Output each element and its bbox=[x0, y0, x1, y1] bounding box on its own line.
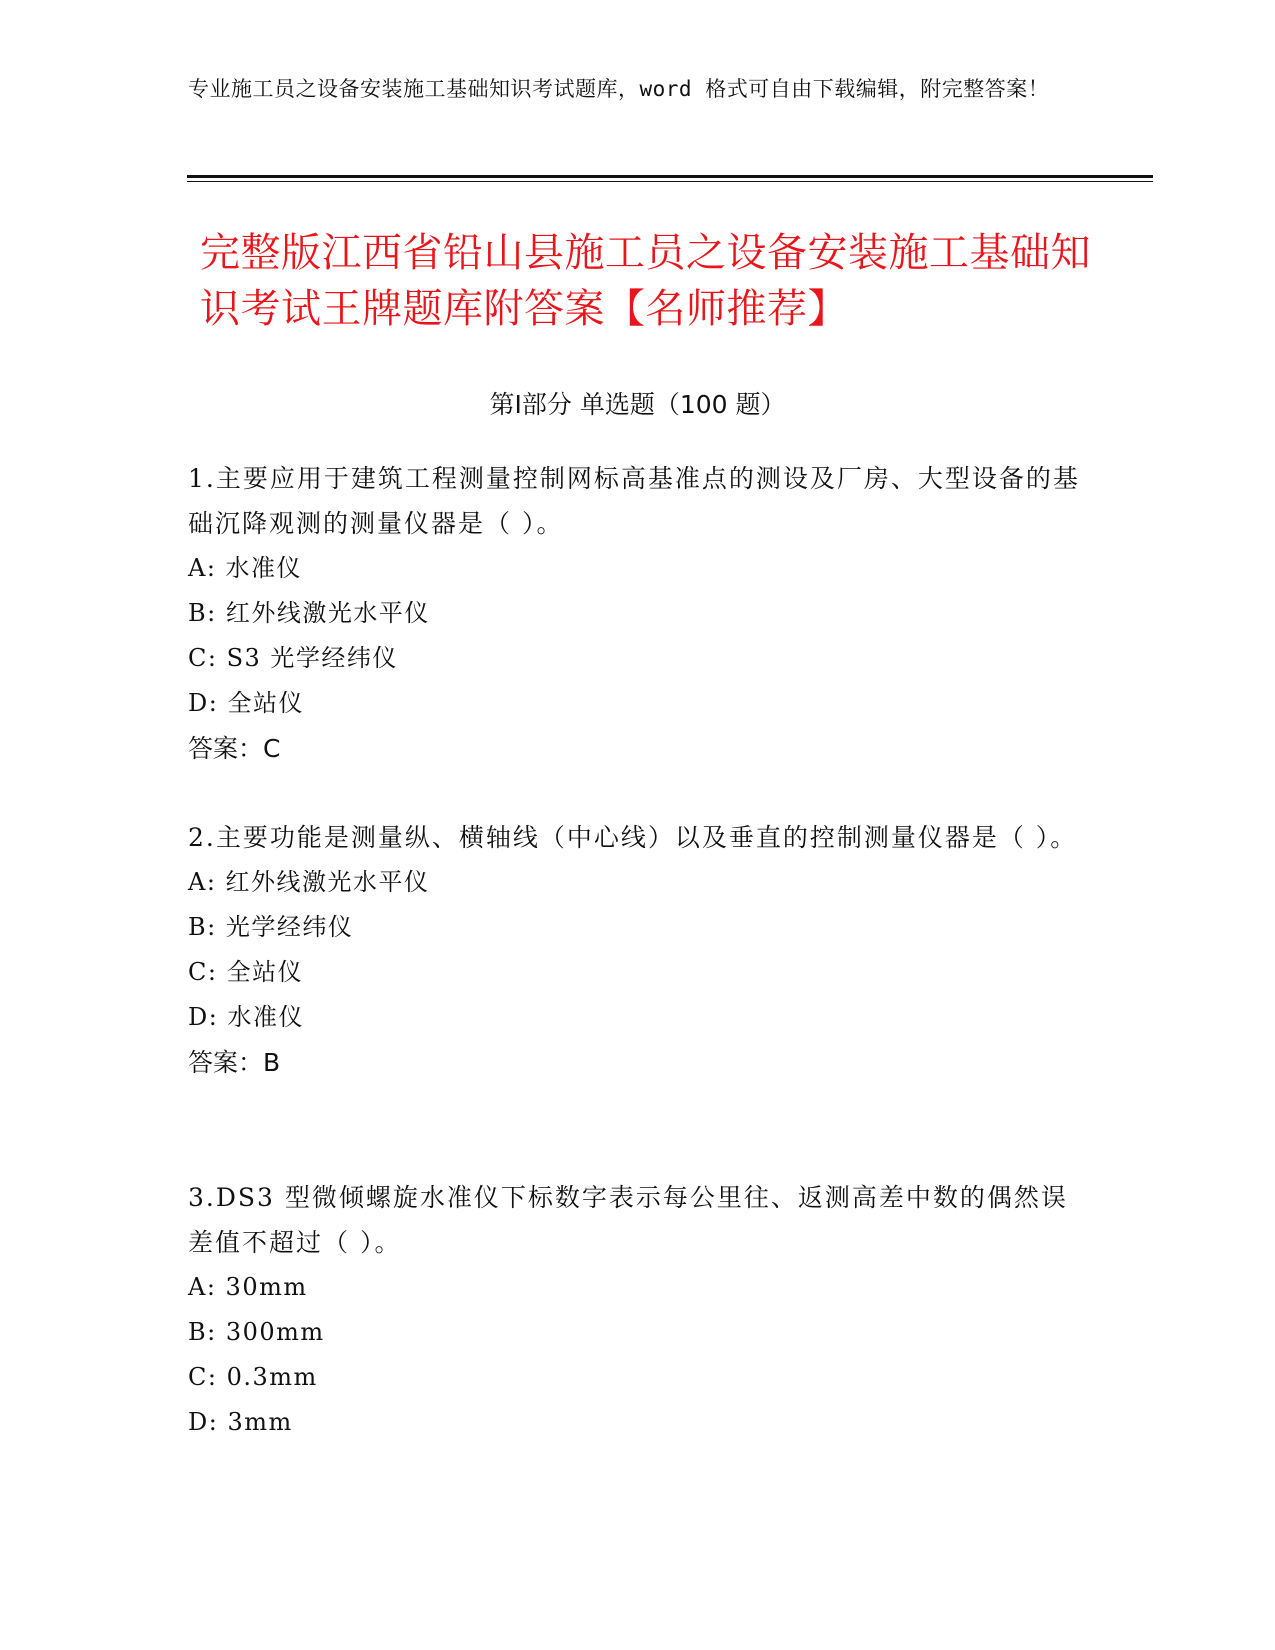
question-stem: 2.主要功能是测量纵、横轴线（中心线）以及垂直的控制测量仪器是（ ）。 bbox=[188, 823, 1078, 852]
option-c: C: S3 光学经纬仪 bbox=[188, 644, 398, 672]
answer: 答案：C bbox=[188, 734, 281, 763]
question-stem: 1.主要应用于建筑工程测量控制网标高基准点的测设及厂房、大型设备的基础沉降观测的测量仪器是（ ）。 bbox=[188, 464, 1080, 538]
option-b: B: 300mm bbox=[188, 1318, 325, 1346]
option-c: C: 全站仪 bbox=[188, 958, 304, 986]
header-divider-thin bbox=[187, 181, 1153, 182]
document-title: 完整版江西省铅山县施工员之设备安装施工基础知识考试王牌题库附答案【名师推荐】 bbox=[200, 230, 1091, 332]
question-1 bbox=[188, 456, 1088, 771]
option-a: A: 水准仪 bbox=[188, 554, 303, 582]
answer: 答案：B bbox=[188, 1048, 281, 1077]
option-b: B: 红外线激光水平仪 bbox=[188, 599, 430, 627]
header-note: 专业施工员之设备安装施工基础知识考试题库，word 格式可自由下载编辑，附完整答案！ bbox=[188, 77, 1050, 101]
option-a: A: 红外线激光水平仪 bbox=[188, 868, 430, 896]
section-title: 第Ⅰ部分 单选题（100 题） bbox=[489, 390, 786, 419]
question-stem: 3.DS3 型微倾螺旋水准仪下标数字表示每公里往、返测高差中数的偶然误差值不超过（ ）。 bbox=[188, 1183, 1068, 1257]
option-d: D: 全站仪 bbox=[188, 689, 304, 717]
question-3 bbox=[188, 1175, 1088, 1445]
header-divider-thick bbox=[187, 175, 1153, 178]
option-d: D: 3mm bbox=[188, 1408, 293, 1436]
option-b: B: 光学经纬仪 bbox=[188, 913, 354, 941]
question-2 bbox=[188, 815, 1088, 1085]
option-a: A: 30mm bbox=[188, 1273, 308, 1301]
option-c: C: 0.3mm bbox=[188, 1363, 318, 1391]
option-d: D: 水准仪 bbox=[188, 1003, 304, 1031]
